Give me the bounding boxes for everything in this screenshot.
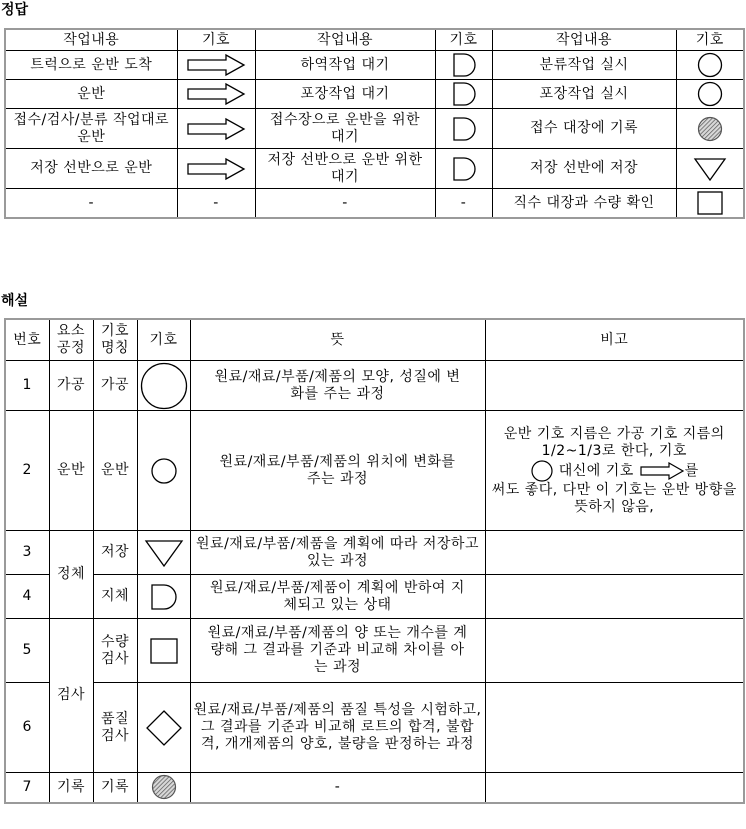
explanation-row: [5, 773, 744, 803]
explanation-heading: 해설: [1, 293, 29, 309]
explanation-header-element: 요소 공정: [49, 319, 93, 361]
answer-header-task-2: 작업내용: [255, 29, 435, 51]
row-number: 2: [5, 411, 49, 531]
symbol-cell: [137, 361, 190, 411]
answer-header-task-1: 작업내용: [5, 29, 177, 51]
answer-task-cell: 분류작업 실시: [492, 51, 676, 80]
answer-symbol-cell: [676, 189, 744, 219]
symbol-name: 품질 검사: [93, 683, 137, 773]
answer-symbol-cell: [177, 149, 255, 189]
delay-icon: [451, 116, 477, 142]
quality-inspection-diamond-icon: [145, 709, 183, 747]
explanation-table: [4, 318, 745, 804]
answer-row: [5, 149, 744, 189]
quantity-inspection-square-icon: [149, 637, 179, 665]
delay-icon: [451, 81, 477, 107]
note-text: 를: [684, 462, 699, 479]
meaning-cell: 원료/재료/부품/제품을 계획에 따라 저장하고 있는 과정: [190, 531, 485, 575]
answer-symbol-cell: [676, 149, 744, 189]
answer-task-cell: 접수 대장에 기록: [492, 109, 676, 149]
explanation-header-note: 비고: [485, 319, 744, 361]
record-hatched-circle-icon: [697, 116, 723, 142]
answer-row: [5, 80, 744, 109]
answer-header-symbol-1: 기호: [177, 29, 255, 51]
explanation-header-symbol: 기호: [137, 319, 190, 361]
note-cell: [485, 619, 744, 683]
meaning-cell: 원료/재료/부품/제품이 계획에 반하여 지체되고 있는 상태: [190, 575, 485, 619]
answer-symbol-cell: [676, 51, 744, 80]
note-text: 운반 기호 지름은 가공 기호 지름의 1/2~1/3로 한다, 기호: [503, 425, 725, 459]
answer-task-cell: 접수장으로 운반을 위한 대기: [255, 109, 435, 149]
answer-task-cell: 하역작업 대기: [255, 51, 435, 80]
explanation-row: [5, 619, 744, 683]
row-number: 1: [5, 361, 49, 411]
explanation-row: [5, 361, 744, 411]
answer-task-cell: 저장 선반으로 운반 위한 대기: [255, 149, 435, 189]
answer-symbol-cell: [435, 149, 492, 189]
symbol-name: 지체: [93, 575, 137, 619]
answer-symbol-cell: -: [435, 189, 492, 219]
answer-symbol-cell: [435, 80, 492, 109]
symbol-cell: [137, 411, 190, 531]
answer-symbol-cell: [177, 51, 255, 80]
small-circle-icon: [530, 460, 554, 482]
inspection-square-icon: [696, 190, 724, 216]
symbol-cell: [137, 683, 190, 773]
symbol-name: 운반: [93, 411, 137, 531]
answer-symbol-cell: [676, 80, 744, 109]
answer-symbol-cell: [435, 51, 492, 80]
transport-arrow-icon: [186, 53, 246, 77]
element-process: 검사: [49, 619, 93, 773]
element-process: 가공: [49, 361, 93, 411]
operation-large-circle-icon: [140, 362, 188, 410]
answer-row: [5, 51, 744, 80]
operation-circle-icon: [697, 81, 723, 107]
operation-circle-icon: [697, 52, 723, 78]
meaning-cell: 원료/재료/부품/제품의 모양, 성질에 변화를 주는 과정: [190, 361, 485, 411]
meaning-cell: 원료/재료/부품/제품의 품질 특성을 시험하고, 그 결과를 기준과 비교해 로트의 합격, 불합격, 개개제품의 양호, 불량을 판정하는 과정: [190, 683, 485, 773]
answer-task-cell: 운반: [5, 80, 177, 109]
storage-triangle-icon: [144, 538, 184, 568]
symbol-name: 수량 검사: [93, 619, 137, 683]
note-cell: [485, 361, 744, 411]
answer-row: [5, 189, 744, 219]
transport-arrow-icon: [186, 117, 246, 141]
storage-triangle-icon: [693, 156, 727, 182]
symbol-name: 기록: [93, 773, 137, 803]
answer-task-cell: 저장 선반으로 운반: [5, 149, 177, 189]
note-cell: [485, 411, 744, 531]
note-cell: [485, 773, 744, 803]
transport-arrow-icon: [639, 462, 685, 480]
note-text: 대신에 기호: [558, 462, 634, 479]
meaning-cell: 원료/재료/부품/제품의 위치에 변화를 주는 과정: [190, 411, 485, 531]
answer-symbol-cell: [676, 109, 744, 149]
element-process: 기록: [49, 773, 93, 803]
row-number: 3: [5, 531, 49, 575]
transport-small-circle-icon: [150, 457, 178, 485]
delay-icon: [451, 52, 477, 78]
answer-task-cell: 포장작업 대기: [255, 80, 435, 109]
symbol-name: 저장: [93, 531, 137, 575]
row-number: 6: [5, 683, 49, 773]
symbol-cell: [137, 575, 190, 619]
element-process: 정체: [49, 531, 93, 619]
answer-symbol-cell: [177, 80, 255, 109]
explanation-row: [5, 575, 744, 619]
answer-task-cell: 접수/검사/분류 작업대로 운반: [5, 109, 177, 149]
answer-header-task-3: 작업내용: [492, 29, 676, 51]
answer-row: [5, 109, 744, 149]
answer-task-cell: 직수 대장과 수량 확인: [492, 189, 676, 219]
answer-table: [4, 28, 745, 219]
note-cell: [485, 531, 744, 575]
row-number: 5: [5, 619, 49, 683]
transport-arrow-icon: [186, 82, 246, 106]
record-hatched-circle-icon: [150, 774, 178, 800]
note-cell: [485, 575, 744, 619]
answer-symbol-cell: [177, 109, 255, 149]
explanation-row: [5, 411, 744, 531]
delay-icon: [149, 583, 179, 611]
element-process: 운반: [49, 411, 93, 531]
answer-header-symbol-2: 기호: [435, 29, 492, 51]
symbol-cell: [137, 619, 190, 683]
symbol-cell: [137, 531, 190, 575]
meaning-cell: 원료/재료/부품/제품의 양 또는 개수를 계량해 그 결과를 기준과 비교해 차이를 아는 과정: [190, 619, 485, 683]
symbol-name: 가공: [93, 361, 137, 411]
answer-task-cell: -: [255, 189, 435, 219]
explanation-header-no: 번호: [5, 319, 49, 361]
row-number: 7: [5, 773, 49, 803]
answer-task-cell: 포장작업 실시: [492, 80, 676, 109]
transport-arrow-icon: [186, 157, 246, 181]
explanation-row: [5, 531, 744, 575]
explanation-header-meaning: 뜻: [190, 319, 485, 361]
answer-symbol-cell: [435, 109, 492, 149]
meaning-cell: -: [190, 773, 485, 803]
answer-task-cell: -: [5, 189, 177, 219]
note-cell: [485, 683, 744, 773]
explanation-header-name: 기호 명칭: [93, 319, 137, 361]
answer-task-cell: 트럭으로 운반 도착: [5, 51, 177, 80]
explanation-row: [5, 683, 744, 773]
answer-heading: 정답: [1, 2, 29, 18]
answer-symbol-cell: -: [177, 189, 255, 219]
answer-header-symbol-3: 기호: [676, 29, 744, 51]
delay-icon: [451, 156, 477, 182]
answer-task-cell: 저장 선반에 저장: [492, 149, 676, 189]
row-number: 4: [5, 575, 49, 619]
symbol-cell: [137, 773, 190, 803]
note-text: 써도 좋다, 다만 이 기호는 운반 방향을 뜻하지 않음,: [491, 481, 737, 515]
